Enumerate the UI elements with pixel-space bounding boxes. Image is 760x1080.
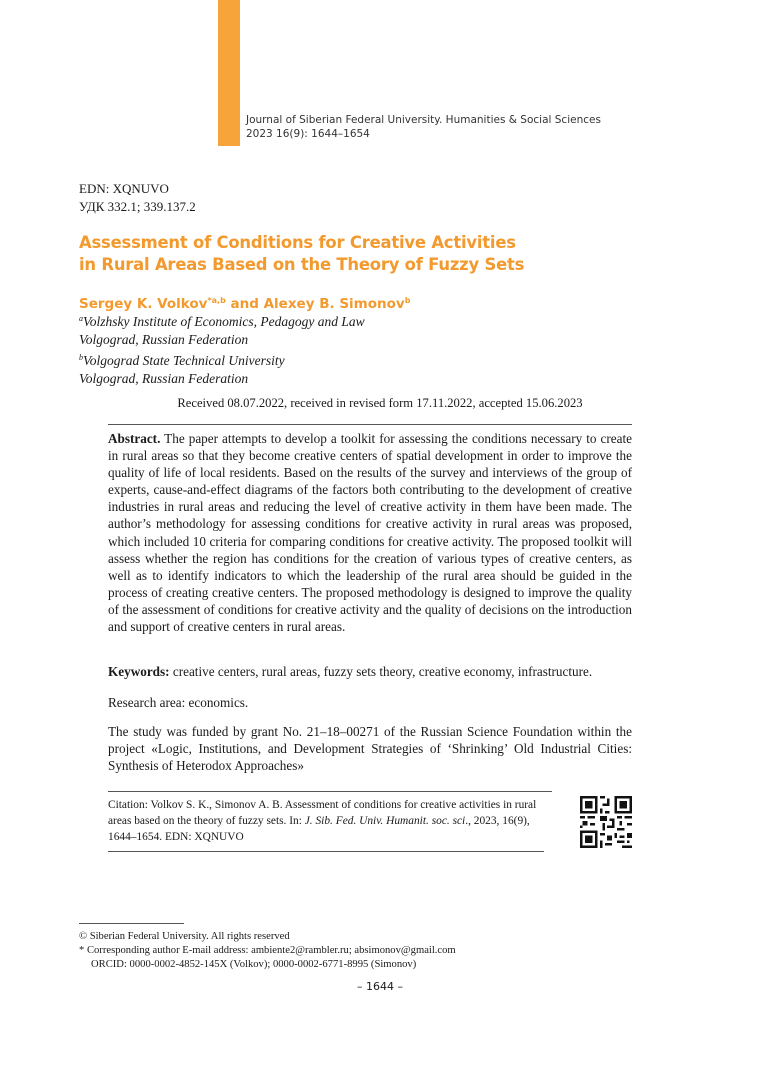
- keywords-text: creative centers, rural areas, fuzzy sets theory, creative economy, infrastructure.: [169, 664, 593, 679]
- citation-top-rule: [108, 791, 552, 792]
- abstract-text: The paper attempts to develop a toolkit for assessing the conditions necessary to create in rural areas so that they become creative centers of spatial development in order to improve the quality of life of local residents. Based on the results of the survey and interviews of the group of experts, cause-and-effect diagrams of the factors both contributing to the development of creative industries in rural areas and reducing the level of creative activity in them have been made. The author’s methodology for assessing conditions for creative activity in rural areas was proposed, which included 10 criteria for comparing conditions for creative activity. The proposed toolkit will assess whether the region has conditions for the creation of various types of creative centers, as well as to identify indicators to which the leadership of the rural area should be guided in the process of creating creative centers. The proposed methodology is designed to improve the quality of the assessment of conditions for creative activity and the quality of decisions on the introduction and support of creative centers in rural areas.: [108, 431, 632, 635]
- title-line-2: in Rural Areas Based on the Theory of Fuzzy Sets: [79, 255, 525, 274]
- journal-name: Journal of Siberian Federal University. Humanities & Social Sciences: [246, 114, 601, 126]
- qr-code-icon[interactable]: [580, 796, 632, 848]
- citation-text-2: ., 2023, 16(9), 1644–1654. EDN: XQNUVO: [108, 815, 530, 844]
- affiliation-b-name: [79, 349, 365, 370]
- keywords: [108, 663, 632, 680]
- funding-note: The study was funded by grant No. 21–18–00271 of the Russian Science Foundation within the project «Logic, Institutions, and Development Strategies of ‘Shrinking’ Old Industrial Cities: Synthesis of Heterodox Approaches»: [108, 724, 632, 774]
- affiliation-a-text: Volzhsky Institute of Economics, Pedagogy and Law: [83, 314, 365, 329]
- citation-journal: J. Sib. Fed. Univ. Humanit. soc. sci: [304, 815, 466, 828]
- keywords-label: Keywords:: [108, 664, 170, 679]
- affiliation-b-city: Volgograd, Russian Federation: [79, 371, 249, 386]
- received-dates: Received 08.07.2022, received in revised form 17.11.2022, accepted 15.06.2023: [177, 396, 583, 410]
- research-area: Research area: economics.: [108, 695, 249, 710]
- affiliation-b-text: Volgograd State Technical University: [83, 353, 285, 368]
- citation: [108, 797, 556, 846]
- orcid-note: ORCID: 0000-0002-4852-145X (Volkov); 0000-0002-6771-8995 (Simonov): [91, 959, 417, 971]
- copyright-note: © Siberian Federal University. All rights reserved: [79, 931, 290, 942]
- abstract-label: Abstract.: [108, 431, 161, 446]
- journal-accent-bar: [218, 0, 240, 146]
- footnote-rule: [79, 923, 184, 924]
- author-volkov-sup: *a,b: [207, 296, 226, 305]
- affiliation-a-name: [79, 310, 365, 331]
- paper-title: [79, 232, 679, 276]
- page-number: – 1644 –: [357, 980, 403, 993]
- author-simonov-sup: b: [404, 296, 411, 305]
- affiliation-a-city: Volgograd, Russian Federation: [79, 332, 249, 347]
- title-line-1: Assessment of Conditions for Creative Activities: [79, 233, 516, 252]
- affiliations: [79, 310, 365, 388]
- affiliation-b-sup: b: [79, 353, 83, 362]
- author-volkov: Sergey K. Volkov: [79, 296, 208, 312]
- author-connector: and: [225, 296, 264, 312]
- journal-volume: 2023 16(9): 1644–1654: [246, 128, 370, 140]
- affiliation-a-sup: a: [79, 314, 83, 323]
- edn-id: EDN: XQNUVO: [79, 181, 169, 196]
- corresponding-author-note: * Corresponding author E-mail address: ambiente2@rambler.ru; absimonov@gmail.com: [79, 945, 456, 957]
- citation-bottom-rule: [108, 851, 544, 852]
- abstract: [108, 430, 632, 635]
- journal-header: [246, 113, 601, 141]
- abstract-top-rule: [108, 424, 632, 425]
- identifiers: [79, 180, 196, 216]
- author-simonov: Alexey B. Simonov: [263, 296, 405, 312]
- footnotes: [79, 930, 456, 973]
- citation-text-1: Citation: Volkov S. K., Simonov A. B. Assessment of conditions for creative activities in rural areas based on the theory of fuzzy sets. In:: [108, 799, 537, 828]
- udk-id: УДК 332.1; 339.137.2: [79, 199, 196, 214]
